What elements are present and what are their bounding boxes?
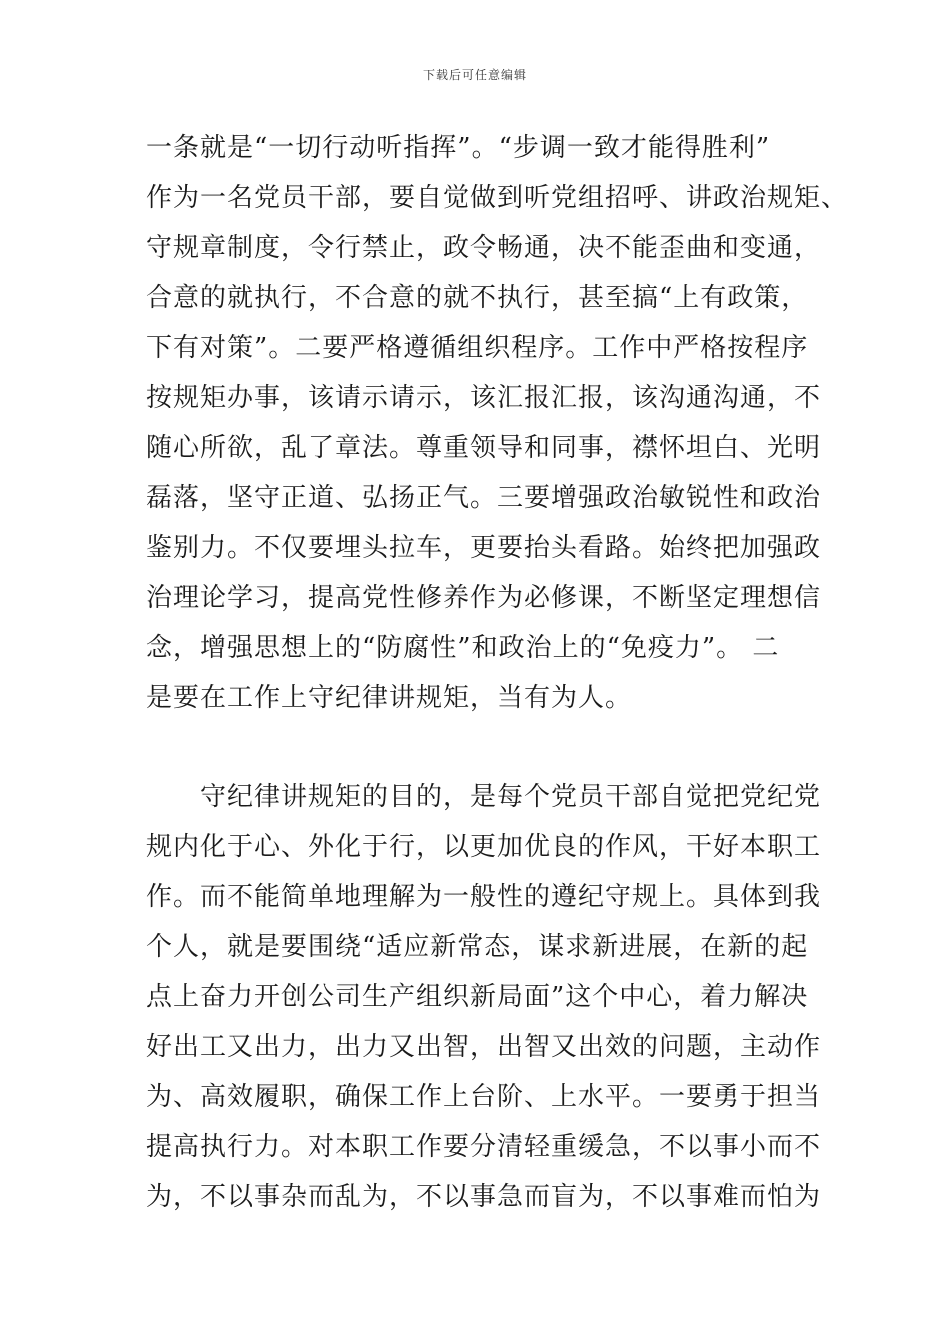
paragraph-line: 磊落，坚守正道、弘扬正气。三要增强政治敏锐性和政治 <box>146 483 822 513</box>
paragraph-line: 个人，就是要围绕“适应新常态，谋求新进展，在新的起 <box>146 932 809 962</box>
paragraph-line: 一条就是“一切行动听指挥”。“步调一致才能得胜利” <box>146 133 771 163</box>
paragraph-line: 守纪律讲规矩的目的，是每个党员干部自觉把党纪党 <box>146 782 822 812</box>
paragraph-line: 点上奋力开创公司生产组织新局面”这个中心，着力解决 <box>146 982 809 1012</box>
paragraph-line: 鉴别力。不仅要埋头拉车，更要抬头看路。始终把加强政 <box>146 533 822 563</box>
paragraph-line: 为、高效履职，确保工作上台阶、上水平。一要勇于担当 <box>146 1082 822 1112</box>
paragraph-line: 按规矩办事，该请示请示，该汇报汇报，该沟通沟通，不 <box>146 383 822 413</box>
paragraph-line: 提高执行力。对本职工作要分清轻重缓急，不以事小而不 <box>146 1132 822 1162</box>
paragraph-line: 下有对策”。二要严格遵循组织程序。工作中严格按程序 <box>146 333 809 363</box>
paragraph-line: 作。而不能简单地理解为一般性的遵纪守规上。具体到我 <box>146 882 822 912</box>
paragraph-line: 随心所欲，乱了章法。尊重领导和同事，襟怀坦白、光明 <box>146 433 822 463</box>
paragraph-line: 是要在工作上守纪律讲规矩，当有为人。 <box>146 683 633 713</box>
paragraph-line: 念，增强思想上的“防腐性”和政治上的“免疫力”。 二 <box>146 633 780 663</box>
paragraph-line: 为，不以事杂而乱为，不以事急而盲为，不以事难而怕为 <box>146 1182 822 1212</box>
paragraph-line: 好出工又出力，出力又出智，出智又出效的问题，主动作 <box>146 1032 822 1062</box>
paragraph-line: 规内化于心、外化于行，以更加优良的作风，干好本职工 <box>146 832 822 862</box>
paragraph-line: 合意的就执行，不合意的就不执行，甚至搞“上有政策， <box>146 283 809 313</box>
paragraph-line: 作为一名党员干部，要自觉做到听党组招呼、讲政治规矩、 <box>146 183 849 213</box>
paragraph-line: 守规章制度，令行禁止，政令畅通，决不能歪曲和变通， <box>146 233 822 263</box>
page-header-caption: 下载后可任意编辑 <box>422 68 527 82</box>
paragraph-line: 治理论学习，提高党性修养作为必修课，不断坚定理想信 <box>146 583 822 613</box>
